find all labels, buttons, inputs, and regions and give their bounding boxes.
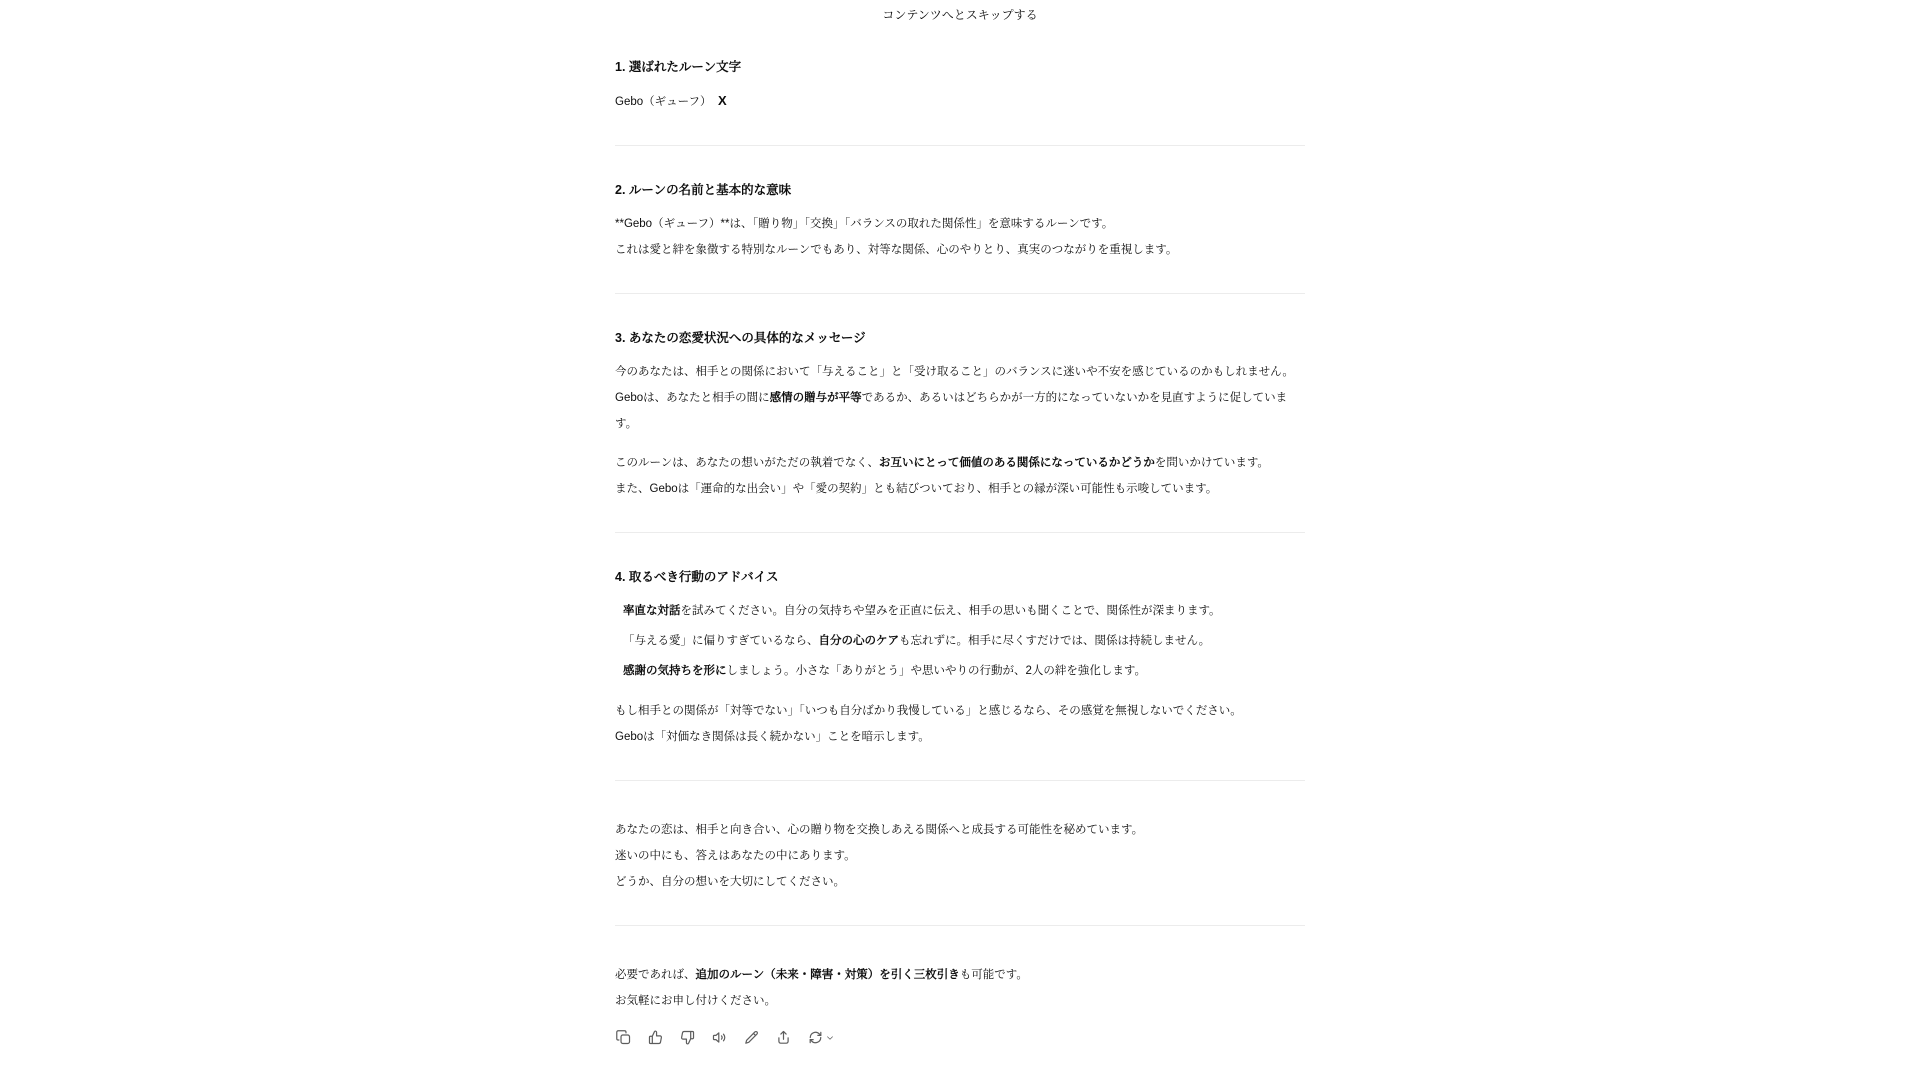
advice-item-2-bold: 自分の心のケア	[818, 635, 899, 647]
rune-glyph: X	[717, 93, 727, 108]
closing-line1: あなたの恋は、相手と向き合い、心の贈り物を交換しあえる関係へと成長する可能性を秘めています。	[615, 824, 1144, 836]
advice-warning-line2: Geboは「対価なき関係は長く続かない」ことを暗示します。	[615, 731, 930, 743]
assistant-message	[615, 24, 1305, 1051]
section-love-message	[615, 330, 1305, 502]
love-message-paragraph-2	[615, 450, 1305, 502]
advice-item-1	[615, 598, 1305, 624]
regenerate-icon	[807, 1029, 824, 1046]
advice-item-3-post: しましょう。小さな「ありがとう」や思いやりの行動が、2人の絆を強化します。	[726, 665, 1146, 677]
closing-line3: どうか、自分の想いを大切にしてください。	[615, 876, 845, 888]
section-closing	[615, 817, 1305, 895]
copy-icon	[615, 1029, 632, 1046]
read-aloud-button[interactable]	[706, 1024, 733, 1051]
message-action-bar	[610, 1024, 1305, 1051]
offer-pre: 必要であれば、	[615, 969, 696, 981]
closing-line2: 迷いの中にも、答えはあなたの中にあります。	[615, 850, 856, 862]
divider	[615, 925, 1305, 926]
offer-paragraph	[615, 962, 1305, 1014]
closing-paragraph	[615, 817, 1305, 895]
thumbs-down-button[interactable]	[674, 1024, 701, 1051]
advice-item-2-pre: 「与える愛」に偏りすぎているなら、	[623, 635, 819, 647]
section-advice	[615, 569, 1305, 750]
love-p2-line1-post: を問いかけています。	[1154, 457, 1269, 469]
regenerate-button[interactable]	[802, 1024, 840, 1051]
love-p1-line2-pre: Geboは、あなたと相手の間に	[615, 392, 770, 404]
section-rune-meaning	[615, 182, 1305, 263]
advice-list	[615, 598, 1305, 684]
section-2-heading: 2. ルーンの名前と基本的な意味	[615, 183, 792, 197]
share-button[interactable]	[770, 1024, 797, 1051]
advice-warning-line1: もし相手との関係が「対等でない」「いつも自分ばかり我慢している」と感じるなら、その感覚を無視しないでください。	[615, 705, 1242, 717]
thumbs-down-icon	[679, 1029, 696, 1046]
rune-meaning-line1: **Gebo（ギューフ）**は、「贈り物」「交換」「バランスの取れた関係性」を意味するルーンです。	[615, 218, 1114, 230]
rune-meaning-paragraph	[615, 211, 1305, 263]
offer-post: も可能です。	[959, 969, 1028, 981]
section-chosen-rune	[615, 59, 1305, 115]
thumbs-up-button[interactable]	[642, 1024, 669, 1051]
rune-name: Gebo（ギューフ）	[615, 96, 712, 108]
advice-item-2	[615, 628, 1305, 654]
advice-warning-paragraph	[615, 698, 1305, 750]
love-p1-line1: 今のあなたは、相手との関係において「与えること」と「受け取ること」のバランスに迷いや不安を感じているのかもしれません。	[615, 366, 1294, 378]
read-aloud-icon	[711, 1029, 728, 1046]
advice-item-3-bold: 感謝の気持ちを形に	[623, 665, 727, 677]
thumbs-up-icon	[647, 1029, 664, 1046]
love-message-paragraph-1	[615, 359, 1305, 437]
advice-item-2-post: も忘れずに。相手に尽くすだけでは、関係は持続しません。	[899, 635, 1211, 647]
copy-button[interactable]	[610, 1024, 637, 1051]
divider	[615, 780, 1305, 781]
chevron-down-icon	[825, 1033, 835, 1043]
edit-button[interactable]	[738, 1024, 765, 1051]
offer-line2: お気軽にお申し付けください。	[615, 995, 776, 1007]
section-offer	[615, 962, 1305, 1014]
advice-item-1-bold: 率直な対話	[623, 605, 681, 617]
love-p1-line2-bold: 感情の贈与が平等	[769, 392, 862, 404]
section-3-heading: 3. あなたの恋愛状況への具体的なメッセージ	[615, 331, 866, 345]
edit-icon	[743, 1029, 760, 1046]
section-1-heading: 1. 選ばれたルーン文字	[615, 60, 742, 74]
love-p1-line2-post: であるか、あるいはどちらかが一方的になっていないかを見直すように促しています。	[615, 392, 1288, 430]
divider	[615, 532, 1305, 533]
love-p2-line2: また、Geboは「運命的な出会い」や「愛の契約」とも結びついており、相手との縁が深い可能性も示唆しています。	[615, 483, 1218, 495]
love-p2-line1-pre: このルーンは、あなたの想いがただの執着でなく、	[615, 457, 880, 469]
section-4-heading: 4. 取るべき行動のアドバイス	[615, 570, 779, 584]
advice-item-1-rest: を試みてください。自分の気持ちや望みを正直に伝え、相手の思いも聞くことで、関係性が深まります。	[680, 605, 1221, 617]
skip-to-content-link[interactable]: コンテンツへとスキップする	[882, 8, 1038, 22]
rune-meaning-line2: これは愛と絆を象徴する特別なルーンでもあり、対等な関係、心のやりとり、真実のつながりを重視します。	[615, 244, 1178, 256]
advice-item-3	[615, 658, 1305, 684]
share-icon	[775, 1029, 792, 1046]
offer-bold: 追加のルーン（未来・障害・対策）を引く三枚引き	[695, 969, 960, 981]
love-p2-line1-bold: お互いにとって価値のある関係になっているかどうか	[879, 457, 1155, 469]
divider	[615, 293, 1305, 294]
rune-line	[615, 88, 1305, 115]
divider	[615, 145, 1305, 146]
